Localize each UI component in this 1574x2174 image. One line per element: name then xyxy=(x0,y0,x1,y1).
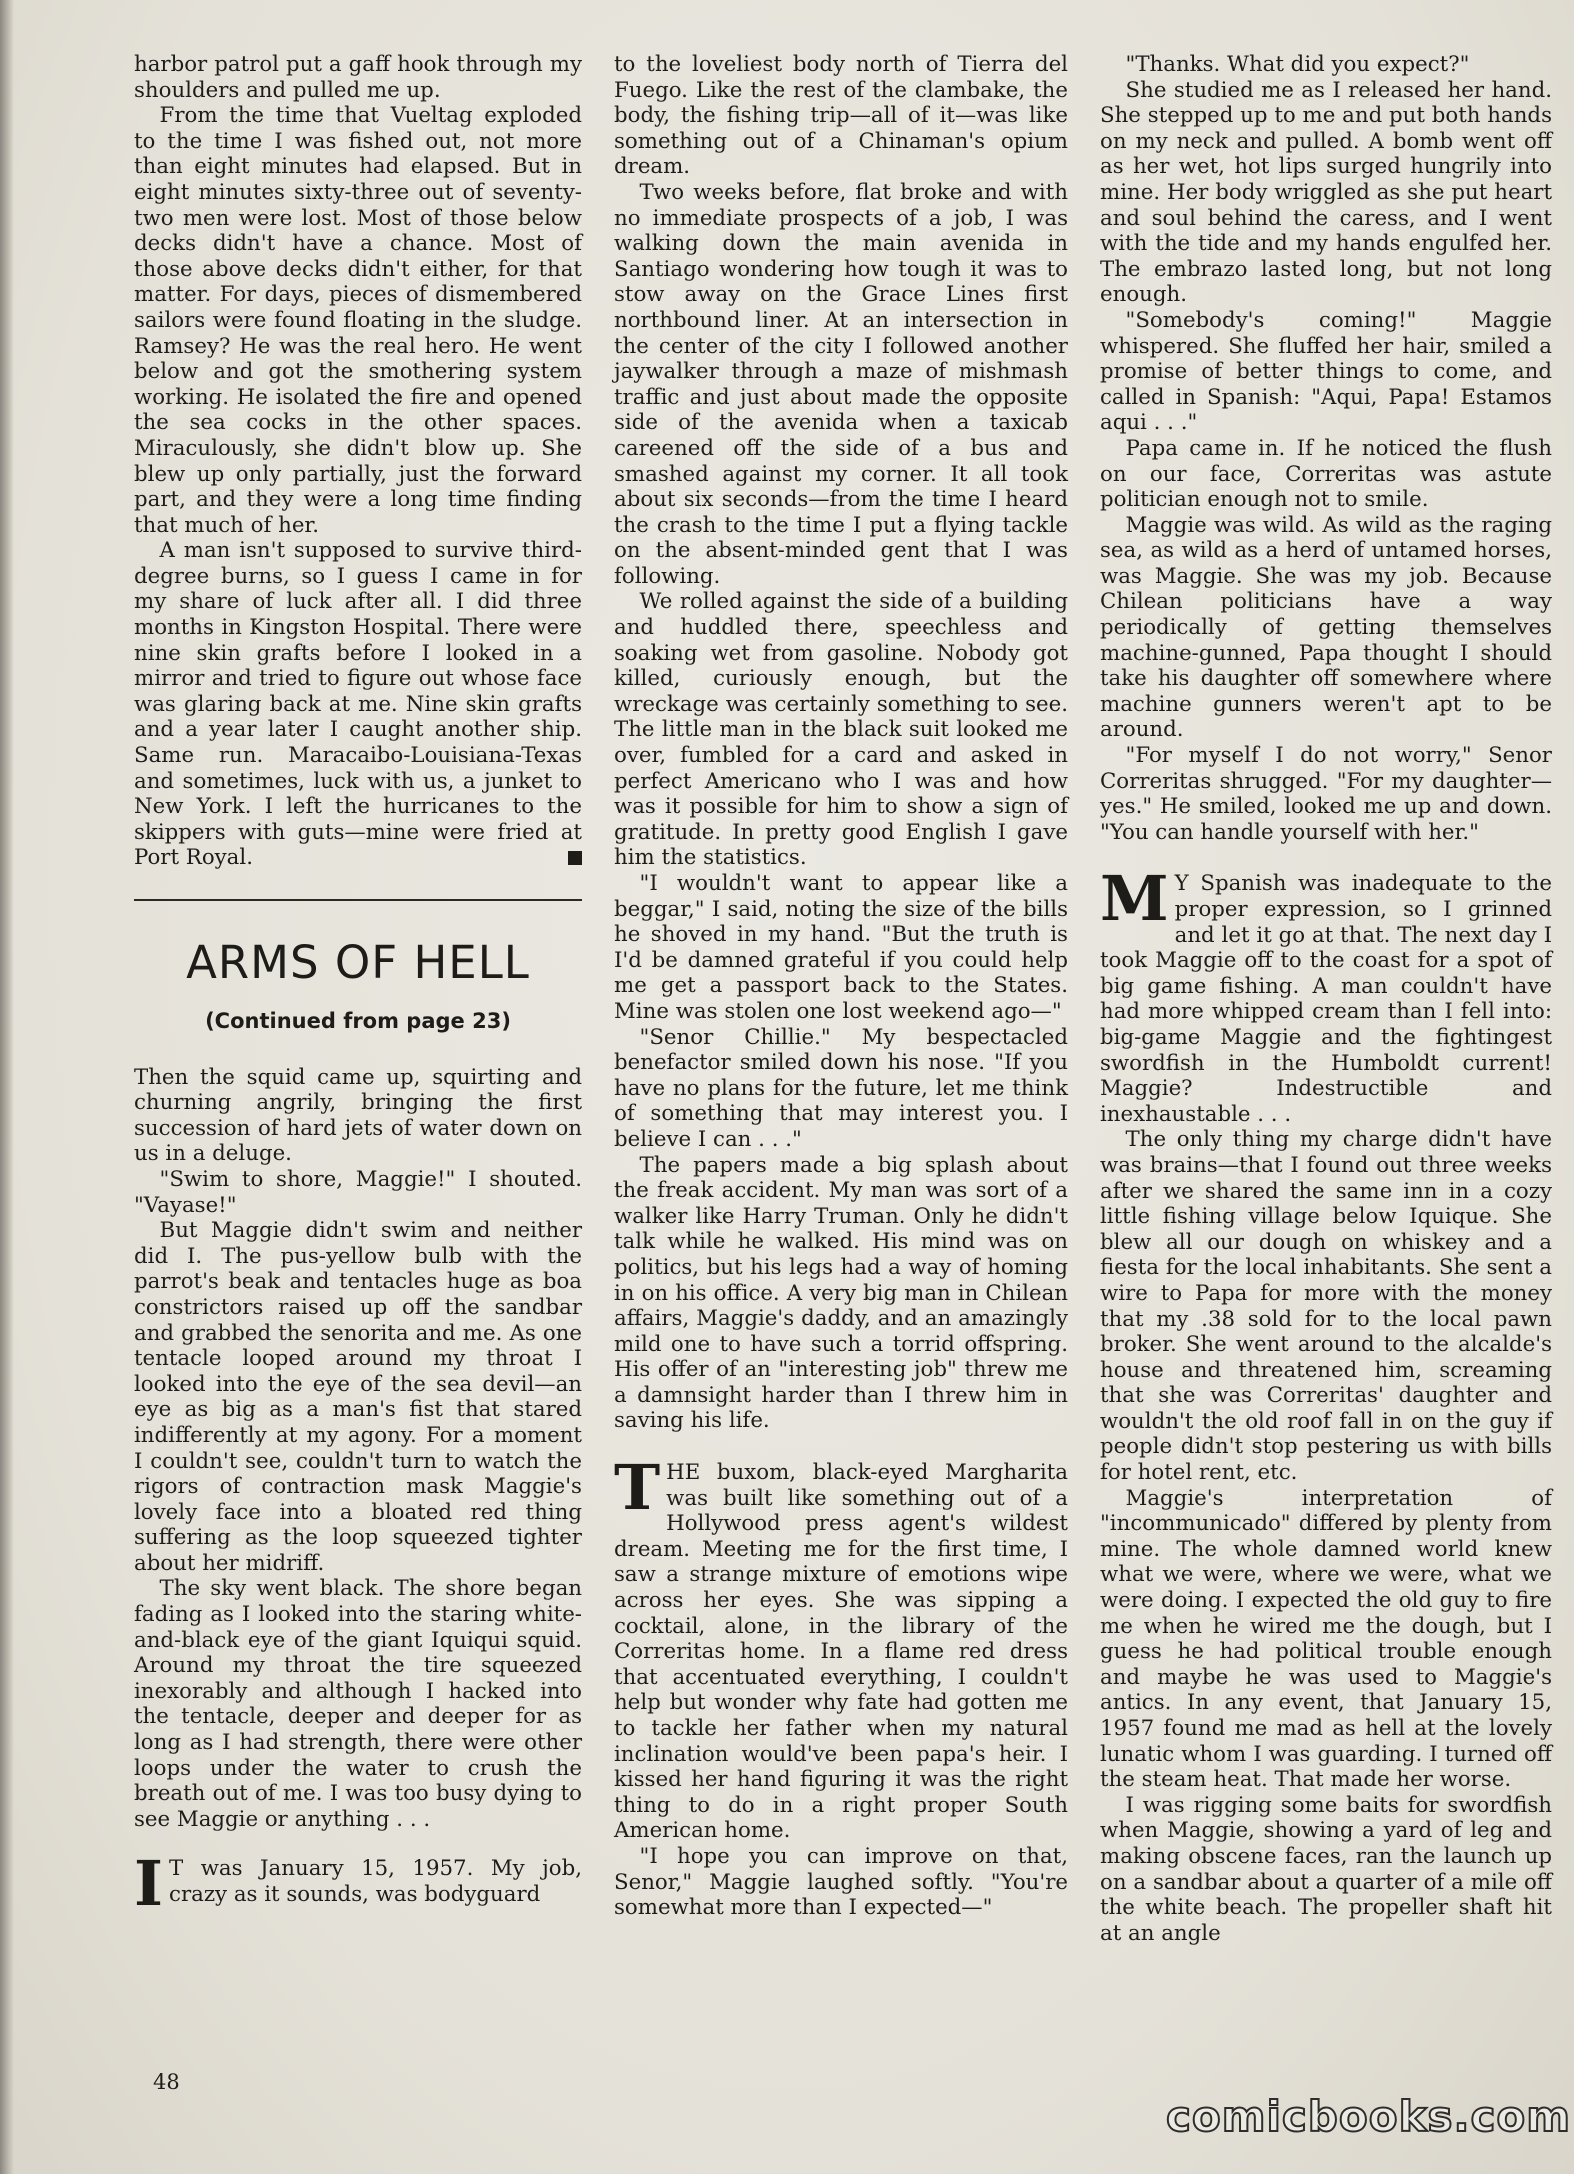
paragraph xyxy=(134,538,582,871)
watermark-logo: comicbooks.com xyxy=(1166,2092,1571,2141)
paragraph: Then the squid came up, squirting and churning angrily, bringing the first succession of hard jets of water down on us in a deluge. xyxy=(134,1064,582,1167)
paragraph: I was rigging some baits for swordfish when Maggie, showing a yard of leg and making obscene faces, ran the launch up on a sandbar about a quarter of a mile off the white beach. The propeller shaft hit at an angle xyxy=(1100,1792,1552,1946)
drop-cap: I xyxy=(134,1847,164,1921)
paragraph: Maggie's interpretation of "incommunicado" differed by plenty from mine. The whole damned world knew what we were, where we were, what we were doing. I expected the old guy to fire me when he wired me the dough, but I guess he had political trouble enough and maybe he was used to Maggie's antics. In any event, that January 15, 1957 found me mad as hell at the lovely lunatic whom I was guarding. I turned off the steam heat. That made her worse. xyxy=(1100,1485,1552,1793)
paragraph-text: T was January 15, 1957. My job, crazy as it sounds, was bodyguard xyxy=(169,1856,582,1907)
paragraph: "I wouldn't want to appear like a beggar," I said, noting the size of the bills he shoved in my hand. "But the truth is I'd be damned grateful if you could help me get a passport back to the States. Mine was stolen one lost weekend ago—" xyxy=(614,871,1068,1024)
section-divider xyxy=(134,899,582,901)
paragraph: Maggie was wild. As wild as the raging sea, as wild as a herd of untamed horses, was Maggie. She was my job. Because Chilean politicians have a way periodically of getting themselves machine-gunned, Papa thought I should take his daughter off somewhere where machine gunners weren't apt to be around. xyxy=(1100,512,1552,743)
text-column-3 xyxy=(1100,52,1552,1946)
paragraph: She studied me as I released her hand. She stepped up to me and put both hands on my neck and pulled. A bomb went off as her wet, hot lips surged hungrily into mine. Her body wriggled as she put heart and soul behind the caress, and I went with the tide and my hands engulfed her. The embrazo lasted long, but not long enough. xyxy=(1100,77,1552,308)
paragraph: "Swim to shore, Maggie!" I shouted. "Vayase!" xyxy=(134,1166,582,1218)
binding-shadow xyxy=(0,0,14,2174)
paragraph-text: A man isn't supposed to survive third-degree burns, so I guess I came in for my share of luck after all. I did three months in Kingston Hospital. There were nine skin grafts before I looked in a mirror and tried to figure out whose face was glaring back at me. Nine skin grafts and a year later I caught another ship. Same run. Maracaibo-Louisiana-Texas and sometimes, luck with us, a junket to New York. I left the hurricanes to the skippers with guts—mine were fried at Port Royal. xyxy=(134,538,582,871)
text-column-2 xyxy=(614,52,1068,1921)
paragraph xyxy=(134,1847,582,1921)
continued-from-note: (Continued from page 23) xyxy=(205,1009,511,1033)
paragraph: Papa came in. If he noticed the flush on our face, Correritas was astute politician enough not to smile. xyxy=(1100,435,1552,513)
paragraph: We rolled against the side of a building and huddled there, speechless and soaking wet from gasoline. Nobody got killed, curiously enough, but the wreckage was certainly something to see. The little man in the black suit looked me over, fumbled for a card and asked in perfect Americano who I was and how was it possible for him to show a sign of gratitude. In pretty good English I gave him the statistics. xyxy=(614,589,1068,871)
drop-cap: M xyxy=(1100,862,1169,936)
story-headline: ARMS OF HELL xyxy=(186,936,530,989)
paragraph: "Senor Chillie." My bespectacled benefactor smiled down his nose. "If you have no plans for the future, let me think of something that may interest you. I believe I can . . ." xyxy=(614,1024,1068,1152)
paragraph: "Thanks. What did you expect?" xyxy=(1125,52,1470,77)
end-of-story-mark xyxy=(568,851,582,865)
paragraph: Two weeks before, flat broke and with no immediate prospects of a job, I was walking down the main avenida in Santiago wondering how tough it was to stow away on the Grace Lines first northbound liner. At an intersection in the center of the city I followed another jaywalker through a maze of mishmash traffic and just about made the opposite side of the avenida when a taxicab careened off the side of a bus and smashed against my corner. It all took about six seconds—from the time I heard the crash to the time I put a flying tackle on the absent-minded gent that I was following. xyxy=(614,179,1068,589)
paragraph: to the loveliest body north of Tierra del Fuego. Like the rest of the clambake, the body, the fishing trip—all of it—was like something out of a Chinaman's opium dream. xyxy=(614,52,1068,180)
paragraph-text: Y Spanish was inadequate to the proper expression, so I grinned and let it go at that. The next day I took Maggie off to the coast for a spot of big game fishing. A man couldn't have had more whipped cream than I fell into: big-game Maggie and the fightingest swordfish in the Humboldt current! Maggie? Indestructible and inexhaustable . . . xyxy=(1100,871,1552,1127)
paragraph: From the time that Vueltag exploded to the time I was fished out, not more than eight minutes had elapsed. But in eight minutes sixty-three out of seventy-two men were lost. Most of those below decks didn't have a chance. Most of those above decks didn't either, for that matter. For days, pieces of dismembered sailors were found floating in the sludge. Ramsey? He was the real hero. He went below and got the smothering system working. He isolated the fire and opened the sea cocks in the other spaces. Miraculously, she didn't blow up. She blew up only partially, just the forward part, and they were a long time finding that much of her. xyxy=(134,103,582,538)
paragraph: "For myself I do not worry," Senor Correritas shrugged. "For my daughter—yes." He smiled, looked me up and down. "You can handle yourself with her." xyxy=(1100,743,1552,845)
paragraph: But Maggie didn't swim and neither did I. The pus-yellow bulb with the parrot's beak and tentacles huge as boa constrictors raised up off the sandbar and grabbed the senorita and me. As one tentacle looped around my throat I looked into the eye of the sea devil—an eye as big as a man's fist that stared indifferently at my agony. For a moment I couldn't see, couldn't turn to watch the rigors of contraction mask Maggie's lovely face into a bloated red thing suffering as the loop squeezed tighter about her midriff. xyxy=(134,1218,582,1576)
paragraph: harbor patrol put a gaff hook through my shoulders and pulled me up. xyxy=(134,52,582,103)
paragraph: The sky went black. The shore began fading as I looked into the staring white-and-black eye of the giant Iquiqui squid. Around my throat the tire squeezed inexorably and although I hacked into the tentacle, deeper and deeper for as long as I had strength, there were other loops under the water to crush the breath out of me. I was too busy dying to see Maggie or anything . . . xyxy=(134,1576,582,1832)
text-column-1 xyxy=(134,52,582,1921)
drop-cap: T xyxy=(614,1451,661,1525)
paragraph: "I hope you can improve on that, Senor," Maggie laughed softly. "You're somewhat more than I expected—" xyxy=(614,1843,1068,1921)
paragraph xyxy=(614,1451,1068,1844)
paragraph: "Somebody's coming!" Maggie whispered. She fluffed her hair, smiled a promise of better things to come, and called in Spanish: "Aqui, Papa! Estamos aqui . . ." xyxy=(1100,307,1552,436)
paragraph-text: HE buxom, black-eyed Margharita was built like something out of a Hollywood press agent's wildest dream. Meeting me for the first time, I saw a strange mixture of emotions wipe across her eyes. She was sipping a cocktail, alone, in the library of the Correritas home. In a flame red dress that accentuated everything, I couldn't help but wonder why fate had gotten me to tackle her father when my natural inclination would've been papa's heir. I kissed her hand figuring it was the right thing to do in a right proper South American home. xyxy=(614,1460,1068,1844)
paragraph: The only thing my charge didn't have was brains—that I found out three weeks after we shared the same inn in a cozy little fishing village below Iquique. She blew all our dough on whiskey and a fiesta for the local inhabitants. She sent a wire to Papa for more with the money that my .38 sold for to the local pawn broker. She went around to the alcalde's house and threatened him, screaming that she was Correritas' daughter and wouldn't the old roof fall in on the guy if people didn't stop pestering us with bills for hotel rent, etc. xyxy=(1100,1127,1552,1486)
paragraph xyxy=(1100,862,1552,1127)
paragraph: The papers made a big splash about the freak accident. My man was sort of a walker like Harry Truman. Only he didn't talk while he walked. His mind was on politics, but his legs had a way of homing in on his office. A very big man in Chilean affairs, Maggie's daddy, and an amazingly mild one to have such a torrid offspring. His offer of an "interesting job" threw me a damnsight harder than I threw him in saving his life. xyxy=(614,1152,1068,1434)
page-number: 48 xyxy=(153,2070,180,2094)
